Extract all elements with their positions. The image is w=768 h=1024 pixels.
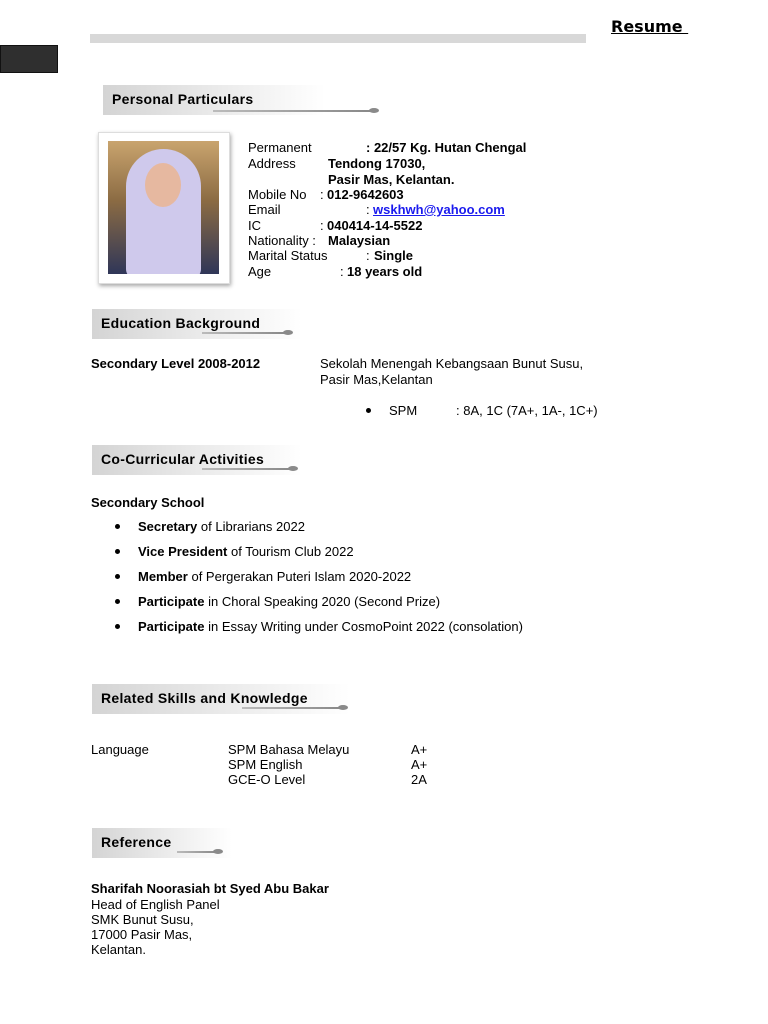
profile-photo xyxy=(98,132,230,284)
section-header-reference xyxy=(92,828,232,858)
pen-decoration-icon xyxy=(177,851,217,853)
skill-grade: 2A xyxy=(411,772,427,787)
email-label: Email xyxy=(248,202,281,217)
permanent-label: Permanent xyxy=(248,140,312,155)
section-header-cocurricular xyxy=(92,445,302,475)
activity-item: Participate in Choral Speaking 2020 (Second Prize) xyxy=(138,594,441,609)
skills-category: Language xyxy=(91,742,149,757)
address-line-2: Tendong 17030, xyxy=(328,156,426,171)
section-header-personal xyxy=(103,85,325,115)
marital-value: Single xyxy=(374,248,414,263)
reference-line: Head of English Panel xyxy=(91,897,220,912)
reference-line: SMK Bunut Susu, xyxy=(91,912,194,927)
bullet-icon xyxy=(115,599,120,604)
skill-subject: GCE-O Level xyxy=(228,772,306,787)
address-row-1 xyxy=(248,140,312,155)
section-header-education xyxy=(92,309,302,339)
skill-subject: SPM English xyxy=(228,757,303,772)
reference-line: 17000 Pasir Mas, xyxy=(91,927,193,942)
marital-separator: : xyxy=(366,248,370,263)
face-shape xyxy=(145,163,181,207)
email-separator: : xyxy=(366,202,370,217)
section-title: Related Skills and Knowledge xyxy=(101,690,308,706)
portrait-image xyxy=(108,141,219,274)
section-title: Personal Particulars xyxy=(112,91,254,107)
ic-label: IC xyxy=(248,218,261,233)
skill-grade: A+ xyxy=(411,742,428,757)
mobile-separator: : xyxy=(320,187,324,202)
ic-separator: : xyxy=(320,218,324,233)
bullet-icon xyxy=(115,524,120,529)
activity-item: Participate in Essay Writing under CosmoPoint 2022 (consolation) xyxy=(138,619,523,634)
resume-title: Resume xyxy=(611,17,689,36)
address-line-1: : 22/57 Kg. Hutan Chengal xyxy=(366,140,527,155)
pen-decoration-icon xyxy=(202,332,287,334)
bullet-icon xyxy=(115,624,120,629)
school-name-line-2: Pasir Mas,Kelantan xyxy=(320,372,433,387)
nationality-label: Nationality : xyxy=(248,233,316,248)
reference-line: Kelantan. xyxy=(91,942,146,957)
marital-label: Marital Status xyxy=(248,248,328,263)
address-line-3: Pasir Mas, Kelantan. xyxy=(328,172,455,187)
pen-decoration-icon xyxy=(202,468,292,470)
cocurricular-subheading: Secondary School xyxy=(91,495,205,510)
school-name-line-1: Sekolah Menengah Kebangsaan Bunut Susu, xyxy=(320,356,584,371)
skill-grade: A+ xyxy=(411,757,428,772)
bullet-icon xyxy=(115,549,120,554)
section-title: Education Background xyxy=(101,315,261,331)
header-divider-bar xyxy=(90,34,586,43)
activity-item: Secretary of Librarians 2022 xyxy=(138,519,305,534)
exam-result: : 8A, 1C (7A+, 1A-, 1C+) xyxy=(456,403,598,418)
pen-decoration-icon xyxy=(213,110,373,112)
age-separator: : xyxy=(340,264,344,279)
ic-value: 040414-14-5522 xyxy=(327,218,423,233)
mobile-value: 012-9642603 xyxy=(327,187,404,202)
section-title: Reference xyxy=(101,834,172,850)
email-link[interactable]: wskhwh@yahoo.com xyxy=(373,202,505,217)
bullet-icon xyxy=(115,574,120,579)
skill-subject: SPM Bahasa Melayu xyxy=(228,742,350,757)
activity-item: Member of Pergerakan Puteri Islam 2020-2022 xyxy=(138,569,412,584)
section-title: Co-Curricular Activities xyxy=(101,451,265,467)
activity-item: Vice President of Tourism Club 2022 xyxy=(138,544,354,559)
reference-name: Sharifah Noorasiah bt Syed Abu Bakar xyxy=(91,881,329,896)
side-tab-marker xyxy=(0,45,58,73)
bullet-icon xyxy=(366,408,371,413)
address-label: Address xyxy=(248,156,296,171)
age-label: Age xyxy=(248,264,272,279)
mobile-label: Mobile No xyxy=(248,187,307,202)
pen-decoration-icon xyxy=(242,707,342,709)
age-value: 18 years old xyxy=(347,264,423,279)
exam-name: SPM xyxy=(389,403,418,418)
section-header-skills xyxy=(92,684,350,714)
education-level: Secondary Level 2008-2012 xyxy=(91,356,261,371)
nationality-value: Malaysian xyxy=(328,233,391,248)
